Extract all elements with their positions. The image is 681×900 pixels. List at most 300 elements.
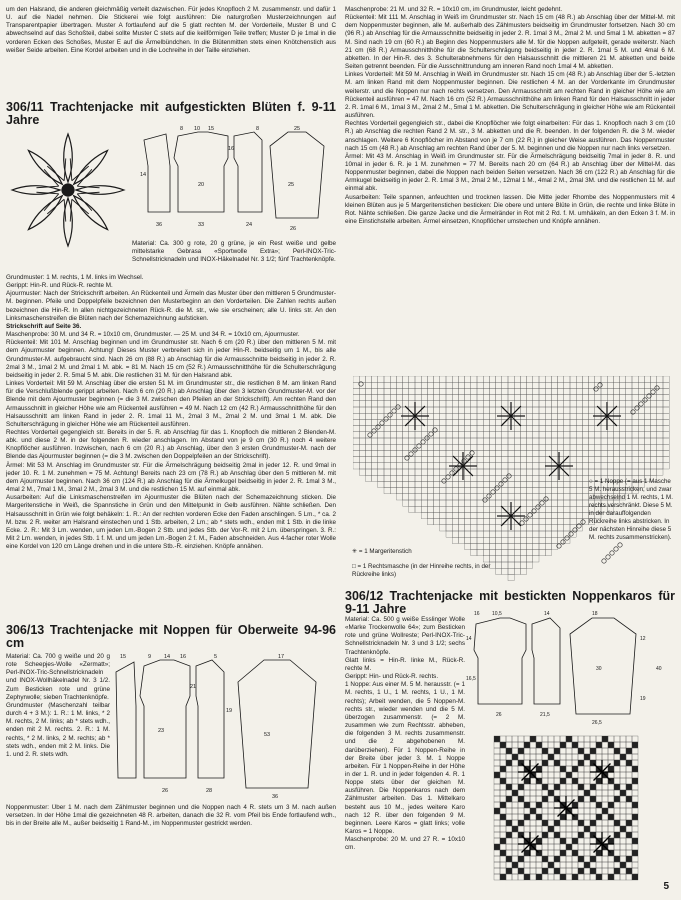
chart-cell bbox=[539, 463, 545, 469]
chart-cell bbox=[440, 488, 446, 494]
noppe-mark bbox=[594, 387, 598, 391]
chart-cell bbox=[527, 531, 533, 537]
chart-cell bbox=[489, 556, 495, 562]
chart-cell bbox=[483, 444, 489, 450]
chart-cell bbox=[520, 562, 526, 568]
chart-cell bbox=[570, 395, 576, 401]
petal bbox=[71, 193, 111, 233]
chart-cell bbox=[421, 494, 427, 500]
karo-cell bbox=[626, 766, 632, 772]
chart-cell bbox=[545, 506, 551, 512]
karo-cell bbox=[626, 784, 632, 790]
chart-cell bbox=[520, 395, 526, 401]
chart-cell bbox=[483, 475, 489, 481]
karo-cell bbox=[548, 844, 554, 850]
chart-cell bbox=[427, 382, 433, 388]
karo-cell bbox=[494, 790, 500, 796]
karo-cell bbox=[536, 844, 542, 850]
chart-cell bbox=[465, 376, 471, 382]
karo-cell bbox=[608, 742, 614, 748]
chart-cell bbox=[471, 395, 477, 401]
dim-label: 16 bbox=[474, 611, 480, 617]
chart-cell bbox=[576, 450, 582, 456]
chart-cell bbox=[644, 407, 650, 413]
karo-cell bbox=[572, 766, 578, 772]
section-306-11-body bbox=[6, 274, 336, 621]
chart-cell bbox=[564, 432, 570, 438]
noppe-mark bbox=[536, 505, 540, 509]
chart-cell bbox=[626, 426, 632, 432]
karo-cell bbox=[530, 808, 536, 814]
chart-cell bbox=[396, 432, 402, 438]
karo-cell bbox=[620, 760, 626, 766]
chart-cell bbox=[465, 444, 471, 450]
chart-cell bbox=[533, 537, 539, 543]
karo-cell bbox=[584, 742, 590, 748]
karo-cell bbox=[494, 832, 500, 838]
chart-cell bbox=[421, 444, 427, 450]
chart-cell bbox=[663, 444, 669, 450]
karo-cell bbox=[578, 856, 584, 862]
karo-cell bbox=[578, 784, 584, 790]
chart-cell bbox=[427, 388, 433, 394]
chart-cell bbox=[520, 550, 526, 556]
chart-cell bbox=[452, 481, 458, 487]
chart-cell bbox=[663, 438, 669, 444]
karo-cell bbox=[632, 874, 638, 880]
chart-cell bbox=[390, 376, 396, 382]
chart-cell bbox=[427, 475, 433, 481]
karo-cell bbox=[560, 874, 566, 880]
chart-cell bbox=[514, 401, 520, 407]
chart-cell bbox=[663, 413, 669, 419]
chart-cell bbox=[409, 426, 415, 432]
chart-cell bbox=[440, 500, 446, 506]
chart-cell bbox=[595, 376, 601, 382]
chart-cell bbox=[545, 407, 551, 413]
chart-cell bbox=[434, 475, 440, 481]
karo-cell bbox=[602, 856, 608, 862]
noppe-mark bbox=[631, 410, 635, 414]
chart-cell bbox=[465, 519, 471, 525]
chart-cell bbox=[570, 376, 576, 382]
chart-cell bbox=[564, 519, 570, 525]
chart-cell bbox=[626, 450, 632, 456]
chart-cell bbox=[551, 444, 557, 450]
karo-cell bbox=[524, 736, 530, 742]
chart-cell bbox=[458, 401, 464, 407]
chart-cell bbox=[446, 450, 452, 456]
karo-cell bbox=[578, 766, 584, 772]
karo-cell bbox=[506, 784, 512, 790]
chart-cell bbox=[489, 537, 495, 543]
chart-cell bbox=[452, 376, 458, 382]
chart-cell bbox=[496, 438, 502, 444]
chart-cell bbox=[465, 432, 471, 438]
chart-cell bbox=[390, 426, 396, 432]
chart-cell bbox=[545, 388, 551, 394]
chart-cell bbox=[446, 426, 452, 432]
chart-cell bbox=[527, 395, 533, 401]
chart-cell bbox=[558, 438, 564, 444]
noppe-mark bbox=[421, 440, 425, 444]
karo-cell bbox=[542, 826, 548, 832]
karo-flower bbox=[590, 832, 614, 856]
chart-cell bbox=[409, 401, 415, 407]
chart-cell bbox=[496, 543, 502, 549]
chart-cell bbox=[434, 432, 440, 438]
chart-cell bbox=[589, 395, 595, 401]
chart-cell bbox=[551, 407, 557, 413]
chart-cell bbox=[620, 419, 626, 425]
chart-cell bbox=[607, 457, 613, 463]
chart-cell bbox=[502, 500, 508, 506]
chart-cell bbox=[390, 463, 396, 469]
chart-cell bbox=[638, 463, 644, 469]
karo-cell bbox=[584, 736, 590, 742]
karo-cell bbox=[566, 856, 572, 862]
karo-cell bbox=[548, 766, 554, 772]
chart-cell bbox=[415, 419, 421, 425]
chart-cell bbox=[651, 382, 657, 388]
chart-cell bbox=[489, 382, 495, 388]
chart-cell bbox=[558, 395, 564, 401]
chart-cell bbox=[539, 388, 545, 394]
chart-cell bbox=[353, 407, 359, 413]
chart-cell bbox=[551, 525, 557, 531]
karo-cell bbox=[554, 862, 560, 868]
chart-cell bbox=[508, 388, 514, 394]
chart-cell bbox=[440, 395, 446, 401]
chart-cell bbox=[396, 388, 402, 394]
karo-cell bbox=[506, 754, 512, 760]
chart-cell bbox=[589, 469, 595, 475]
chart-cell bbox=[651, 407, 657, 413]
karo-cell bbox=[620, 790, 626, 796]
chart-cell bbox=[558, 488, 564, 494]
chart-cell bbox=[384, 395, 390, 401]
chart-cell bbox=[551, 488, 557, 494]
karo-cell bbox=[518, 754, 524, 760]
karo-cell bbox=[626, 874, 632, 880]
chart-cell bbox=[607, 401, 613, 407]
karo-cell bbox=[596, 760, 602, 766]
chart-cell bbox=[378, 475, 384, 481]
chart-cell bbox=[378, 469, 384, 475]
chart-cell bbox=[471, 494, 477, 500]
chart-cell bbox=[434, 376, 440, 382]
chart-cell bbox=[390, 419, 396, 425]
chart-cell bbox=[527, 407, 533, 413]
chart-cell bbox=[663, 419, 669, 425]
chart-cell bbox=[396, 401, 402, 407]
karo-cell bbox=[596, 868, 602, 874]
chart-cell bbox=[657, 426, 663, 432]
karo-cell bbox=[554, 868, 560, 874]
chart-cell bbox=[564, 525, 570, 531]
chart-cell bbox=[378, 432, 384, 438]
chart-cell bbox=[434, 401, 440, 407]
dim-label: 12 bbox=[640, 636, 646, 642]
chart-cell bbox=[657, 401, 663, 407]
chart-cell bbox=[489, 395, 495, 401]
karo-cell bbox=[578, 820, 584, 826]
petal bbox=[71, 147, 111, 187]
margerite-star bbox=[497, 502, 525, 530]
noppe-mark bbox=[372, 429, 376, 433]
chart-cell bbox=[440, 512, 446, 518]
karo-cell bbox=[626, 814, 632, 820]
chart-cell bbox=[452, 395, 458, 401]
karo-cell bbox=[602, 802, 608, 808]
karo-cell bbox=[512, 814, 518, 820]
chart-cell bbox=[483, 413, 489, 419]
chart-cell bbox=[607, 419, 613, 425]
chart-cell bbox=[452, 506, 458, 512]
karo-cell bbox=[596, 820, 602, 826]
chart-cell bbox=[508, 481, 514, 487]
karo-cell bbox=[602, 742, 608, 748]
karo-cell bbox=[542, 814, 548, 820]
chart-cell bbox=[514, 531, 520, 537]
karo-cell bbox=[608, 808, 614, 814]
noppe-mark bbox=[643, 398, 647, 402]
karo-cell bbox=[614, 772, 620, 778]
chart-cell bbox=[564, 382, 570, 388]
chart-cell bbox=[458, 376, 464, 382]
karo-cell bbox=[572, 844, 578, 850]
chart-cell bbox=[632, 376, 638, 382]
chart-cell bbox=[558, 500, 564, 506]
karo-cell bbox=[596, 748, 602, 754]
chart-cell bbox=[384, 481, 390, 487]
karo-cell bbox=[578, 808, 584, 814]
chart-cell bbox=[496, 506, 502, 512]
chart-cell bbox=[502, 556, 508, 562]
chart-cell bbox=[372, 450, 378, 456]
chart-cell bbox=[446, 500, 452, 506]
karo-cell bbox=[608, 736, 614, 742]
chart-cell bbox=[564, 475, 570, 481]
karo-cell bbox=[608, 748, 614, 754]
karo-cell bbox=[590, 796, 596, 802]
chart-cell bbox=[365, 450, 371, 456]
karo-cell bbox=[494, 820, 500, 826]
noppe-mark bbox=[446, 475, 450, 479]
chart-cell bbox=[483, 432, 489, 438]
karo-cell bbox=[512, 754, 518, 760]
karo-cell bbox=[626, 736, 632, 742]
chart-cell bbox=[551, 388, 557, 394]
karo-cell bbox=[572, 802, 578, 808]
chart-cell bbox=[378, 401, 384, 407]
chart-cell bbox=[465, 388, 471, 394]
chart-cell bbox=[384, 401, 390, 407]
karo-cell bbox=[536, 826, 542, 832]
karo-cell bbox=[524, 796, 530, 802]
karo-cell bbox=[536, 790, 542, 796]
karo-cell bbox=[536, 814, 542, 820]
paragraph: Linkes Vorderteil: Mit 59 M. Anschlag in Weiß im Grundmuster str. Nach 15 cm (48 R.) ab Anschlag über der 5.-letzten M. am linken Rand mit dem Noppenmuster beginnen. Die restlichen 4 M. an der Vorderkante im Grundmuster weiterstr. und die Noppen nur nach rechts versetzen. Den Armausschnitt am rechten Rand in gleicher Höhe wie am Rückenteil ausführen = 47 M. Nach 16 cm (52 R.) Armausschnitthöhe am linken Rand für den Halsausschnitt in jeder 2. R. 1mal 6 M., 1mal 3 M., 2mal 2 M., 5mal 1 M. abketten. Die Schulterschrägung in gleicher Höhe wie am Rückenteil ausführen. bbox=[345, 71, 675, 120]
chart-cell bbox=[551, 426, 557, 432]
karo-cell bbox=[566, 790, 572, 796]
chart-cell bbox=[644, 401, 650, 407]
chart-cell bbox=[527, 382, 533, 388]
dim-label: 25 bbox=[288, 182, 295, 188]
noppe-mark bbox=[635, 406, 639, 410]
chart-cell bbox=[564, 512, 570, 518]
karo-cell bbox=[632, 802, 638, 808]
chart-cell bbox=[620, 469, 626, 475]
chart-cell bbox=[458, 407, 464, 413]
chart-cell bbox=[545, 438, 551, 444]
noppe-mark bbox=[417, 444, 421, 448]
karo-cell bbox=[626, 778, 632, 784]
chart-cell bbox=[502, 525, 508, 531]
chart-cell bbox=[421, 426, 427, 432]
karo-cell bbox=[548, 760, 554, 766]
chart-cell bbox=[496, 401, 502, 407]
chart-cell bbox=[527, 401, 533, 407]
noppe-mark bbox=[544, 497, 548, 501]
chart-cell bbox=[421, 500, 427, 506]
chart-cell bbox=[421, 395, 427, 401]
chart-cell bbox=[570, 469, 576, 475]
chart-cell bbox=[514, 568, 520, 574]
chart-cell bbox=[657, 395, 663, 401]
karo-cell bbox=[626, 742, 632, 748]
karo-cell bbox=[614, 844, 620, 850]
chart-cell bbox=[539, 419, 545, 425]
chart-cell bbox=[527, 519, 533, 525]
karo-cell bbox=[566, 784, 572, 790]
paragraph: Ärmel: Mit 43 M. Anschlag in Weiß im Grundmuster str. Für die Ärmelschrägung beidseitig 7mal in jeder 8. R. und 10mal in jeder 6. R. je 1 M. zunehmen = 77 M. Bereits nach 20 cm (64 R.) ab Anschlag über der Mittel-M. das Noppenmuster beginnen, dabei die Noppen nach beiden Seiten versetzen. Nach 36 cm (122 R.) ab Anschlag für die Armkugel beidseitig in jeder 2. R. 1mal 3 M., 2mal 2 M., 12mal 1 M., 4mal 2 M., 2mal 3M. und die restlichen 11 M. auf einmal abk. bbox=[345, 152, 675, 193]
chart-cell bbox=[576, 382, 582, 388]
chart-cell bbox=[372, 401, 378, 407]
chart-cell bbox=[434, 463, 440, 469]
karo-cell bbox=[560, 868, 566, 874]
karo-cell bbox=[602, 784, 608, 790]
karo-cell bbox=[590, 748, 596, 754]
karo-cell bbox=[542, 772, 548, 778]
karo-cell bbox=[518, 874, 524, 880]
chart-cell bbox=[558, 426, 564, 432]
chart-cell bbox=[365, 395, 371, 401]
chart-cell bbox=[558, 419, 564, 425]
chart-cell bbox=[483, 388, 489, 394]
margerite-star bbox=[497, 402, 525, 430]
chart-cell bbox=[613, 457, 619, 463]
karo-cell bbox=[572, 784, 578, 790]
chart-cell bbox=[489, 500, 495, 506]
karo-cell bbox=[626, 796, 632, 802]
chart-cell bbox=[434, 469, 440, 475]
chart-cell bbox=[527, 494, 533, 500]
chart-cell bbox=[514, 500, 520, 506]
chart-cell bbox=[458, 481, 464, 487]
chart-cell bbox=[570, 382, 576, 388]
chart-cell bbox=[651, 432, 657, 438]
chart-cell bbox=[644, 469, 650, 475]
chart-cell bbox=[620, 388, 626, 394]
chart-cell bbox=[632, 463, 638, 469]
chart-cell bbox=[626, 463, 632, 469]
karo-cell bbox=[560, 778, 566, 784]
rechtsmasche-symbol-icon: □ bbox=[352, 563, 356, 570]
chart-cell bbox=[365, 457, 371, 463]
chart-cell bbox=[440, 519, 446, 525]
karo-cell bbox=[584, 874, 590, 880]
chart-cell bbox=[527, 556, 533, 562]
chart-cell bbox=[533, 388, 539, 394]
karo-cell bbox=[590, 814, 596, 820]
karo-cell bbox=[584, 856, 590, 862]
chart-cell bbox=[582, 494, 588, 500]
chart-cell bbox=[384, 426, 390, 432]
chart-cell bbox=[657, 444, 663, 450]
karo-cell bbox=[500, 838, 506, 844]
chart-cell bbox=[570, 407, 576, 413]
chart-cell bbox=[527, 550, 533, 556]
chart-cell bbox=[427, 494, 433, 500]
chart-cell bbox=[452, 500, 458, 506]
chart-cell bbox=[477, 500, 483, 506]
chart-cell bbox=[483, 519, 489, 525]
chart-cell bbox=[465, 488, 471, 494]
chart-cell bbox=[607, 388, 613, 394]
chart-cell bbox=[427, 419, 433, 425]
karo-cell bbox=[626, 850, 632, 856]
chart-cell bbox=[545, 376, 551, 382]
chart-cell bbox=[576, 506, 582, 512]
karo-cell bbox=[542, 820, 548, 826]
karo-cell bbox=[524, 814, 530, 820]
karo-cell bbox=[614, 748, 620, 754]
chart-cell bbox=[514, 525, 520, 531]
noppe-mark bbox=[581, 520, 585, 524]
chart-cell bbox=[452, 537, 458, 543]
chart-cell bbox=[396, 450, 402, 456]
karo-cell bbox=[620, 874, 626, 880]
chart-cell bbox=[601, 469, 607, 475]
karo-cell bbox=[584, 748, 590, 754]
chart-cell bbox=[496, 426, 502, 432]
chart-cell bbox=[539, 531, 545, 537]
chart-cell bbox=[539, 512, 545, 518]
chart-cell bbox=[638, 444, 644, 450]
paragraph: Strickschrift auf Seite 36. bbox=[6, 322, 82, 330]
chart-cell bbox=[539, 475, 545, 481]
chart-cell bbox=[415, 376, 421, 382]
chart-cell bbox=[520, 426, 526, 432]
chart-cell bbox=[620, 395, 626, 401]
karo-cell bbox=[560, 832, 566, 838]
karo-cell bbox=[500, 736, 506, 742]
karo-cell bbox=[572, 748, 578, 754]
karo-cell bbox=[518, 808, 524, 814]
chart-cell bbox=[595, 457, 601, 463]
chart-cell bbox=[452, 488, 458, 494]
chart-cell bbox=[458, 413, 464, 419]
chart-cell bbox=[496, 432, 502, 438]
chart-cell bbox=[471, 475, 477, 481]
chart-cell bbox=[353, 432, 359, 438]
chart-cell bbox=[520, 525, 526, 531]
chart-cell bbox=[576, 481, 582, 487]
karo-cell bbox=[560, 856, 566, 862]
karo-cell bbox=[572, 868, 578, 874]
karo-flower bbox=[518, 760, 542, 784]
